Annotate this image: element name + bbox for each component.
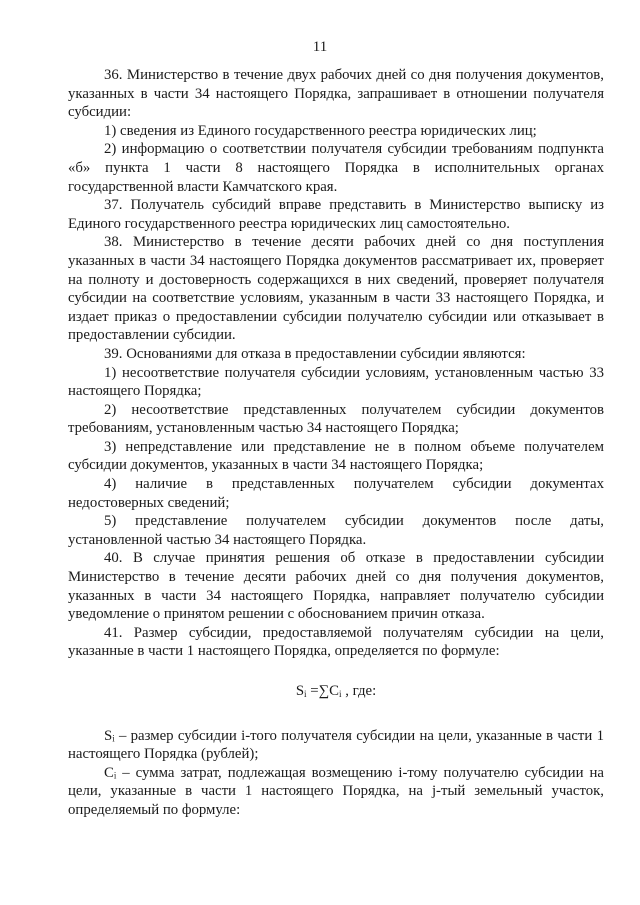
paragraph: 36. Министерство в течение двух рабочих дней со дня получения документов, указанных в части 34 настоящего Порядка, запрашивает в отношении получателя субсидии: (68, 67, 604, 121)
paragraph: 39. Основаниями для отказа в предоставлении субсидии являются: (104, 345, 526, 362)
paragraph: 1) несоответствие получателя субсидии условиям, установленным частью 33 настоящего Порядка; (68, 364, 604, 400)
paragraph: 2) информацию о соответствии получателя субсидии требованиям подпункта «б» пункта 1 части 8 настоящего Порядка в исполнительных органах государственной власти Камчатского края. (68, 141, 604, 195)
paragraph: 40. В случае принятия решения об отказе в предоставлении субсидии Министерство в течение десяти рабочих дней со дня получения документов, указанных в части 34 настоящего Порядка, направляет получателю субсидии уведомление о принятом решении с обоснованием причин отказа. (68, 550, 604, 623)
formula-tail: , где: (341, 683, 377, 699)
formula-sum: =∑C (306, 683, 340, 699)
paragraph: 37. Получатель субсидий вправе представить в Министерство выписку из Единого государственного реестра юридических лиц самостоятельно. (68, 197, 604, 232)
paragraph: Sᵢ – размер субсидии i-того получателя субсидии на цели, указанные в части 1 настоящего Порядка (рублей); (68, 727, 604, 763)
paragraph: 1) сведения из Единого государственного реестра юридических лиц; (104, 122, 537, 139)
paragraph: 2) несоответствие представленных получателем субсидии документов требованиям, установленным частью 34 настоящего Порядка; (68, 401, 604, 437)
paragraph: Cᵢ – сумма затрат, подлежащая возмещению i-тому получателю субсидии на цели, указанные в части 1 настоящего Порядка, на j-тый земельный участок, определяемый по формуле: (68, 764, 604, 818)
paragraph: 4) наличие в представленных получателем субсидии документах недостоверных сведений; (68, 476, 604, 511)
formula-c-subscript: i (339, 689, 342, 699)
formula-s-subscript: i (304, 689, 307, 699)
paragraph: 38. Министерство в течение десяти рабочих дней со дня поступления указанных в части 34 настоящего Порядка документов рассматривает их, проверяет на полноту и достоверность содержащихся в них сведений, проверяет получателя субсидии на соответствие условиям, указанным в части 33 настоящего Порядка, и издает приказ о предоставлении субсидии получателю субсидии или отказывает в предоставлении субсидии. (68, 234, 604, 344)
paragraph: 41. Размер субсидии, предоставляемой получателям субсидии на цели, указанные в части 1 настоящего Порядка, определяется по формуле: (68, 624, 604, 660)
page-number: 11 (312, 39, 328, 55)
paragraph: 3) непредставление или представление не в полном объеме получателем субсидии документов, указанных в части 34 настоящего Порядка; (68, 438, 604, 474)
document-body (68, 66, 604, 820)
formula (68, 682, 604, 704)
paragraph: 5) представление получателем субсидии документов после даты, установленной частью 34 настоящего Порядка. (68, 513, 604, 548)
formula-s: S (295, 683, 305, 699)
